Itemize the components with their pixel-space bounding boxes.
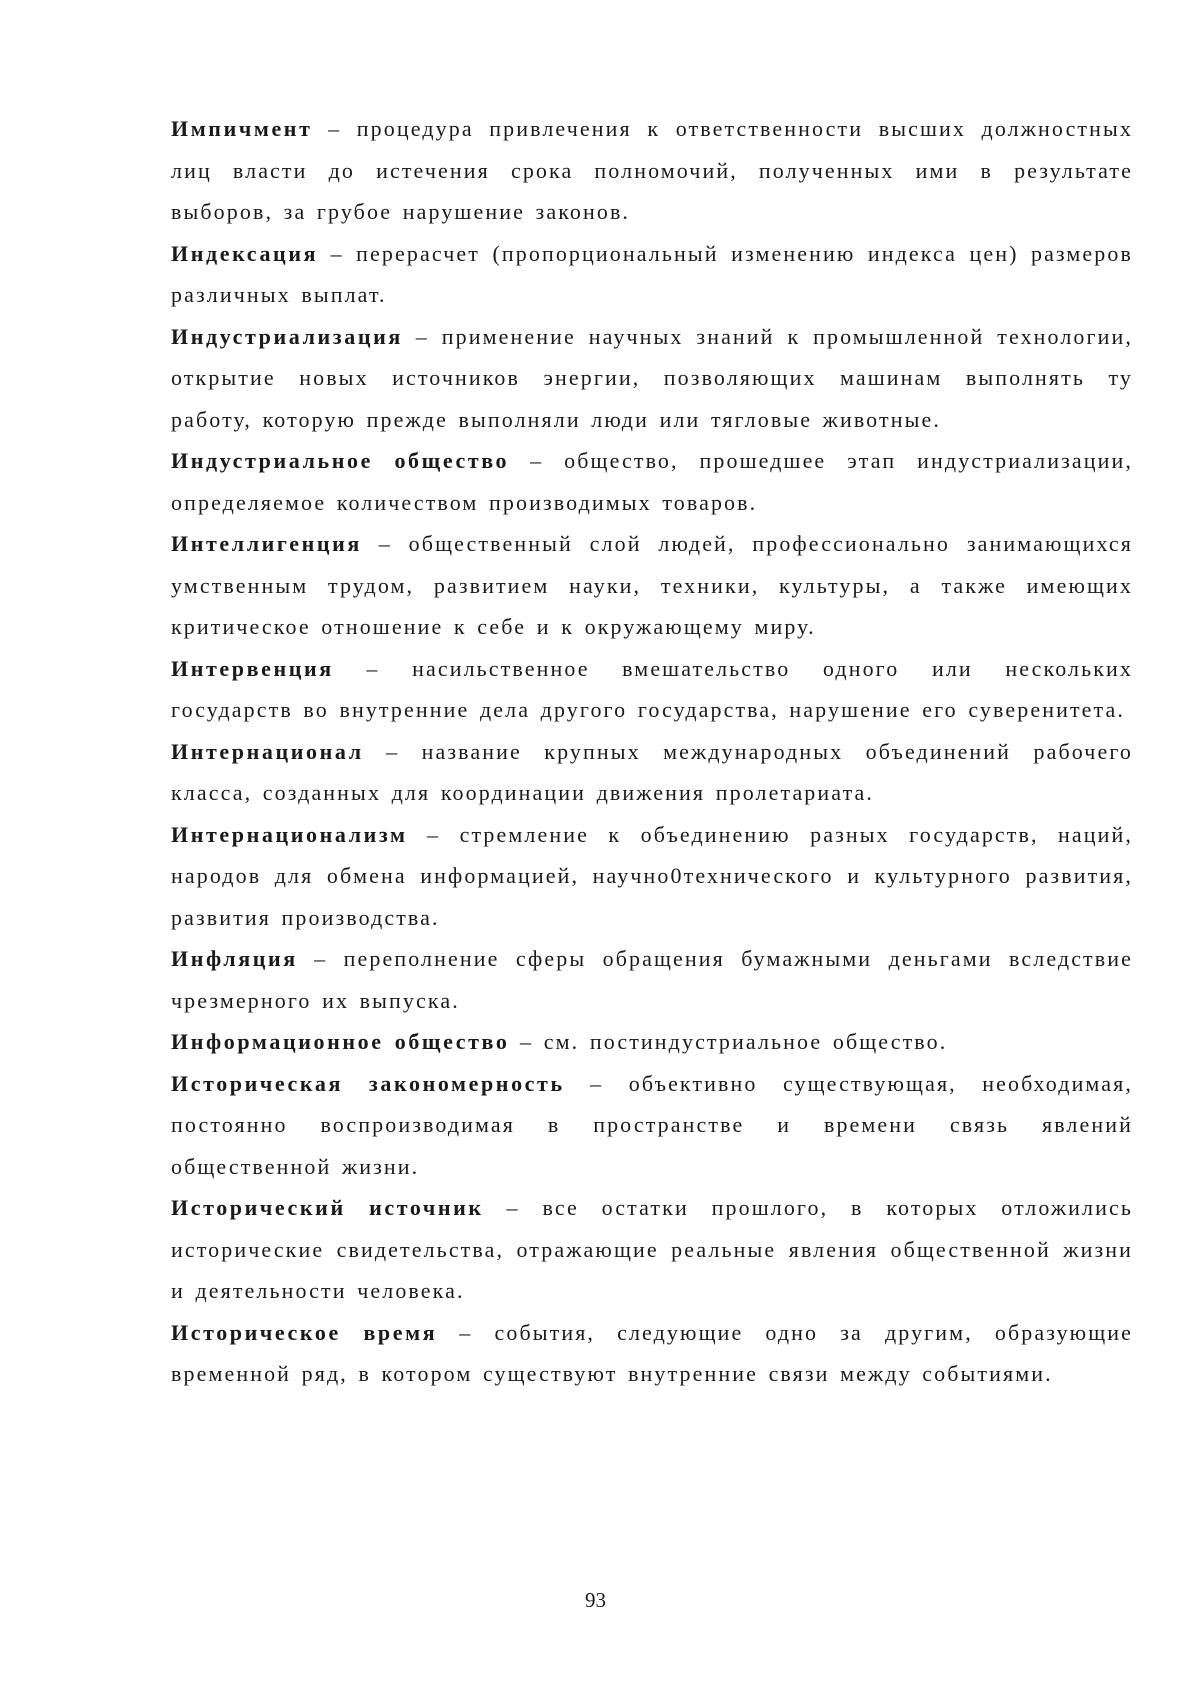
glossary-page	[171, 108, 1133, 1395]
glossary-entry	[171, 1312, 1133, 1395]
entry-term: Историческое время	[171, 1319, 438, 1345]
entry-definition: – переполнение сферы обращения бумажными деньгами вследствие чрезмерного их выпуска.	[171, 946, 1133, 1013]
entry-term: Интернационализм	[171, 821, 408, 847]
glossary-entry	[171, 523, 1133, 648]
glossary-entry	[171, 233, 1133, 316]
entry-term: Исторический источник	[171, 1195, 484, 1220]
entry-term: Индексация	[171, 240, 319, 266]
entry-term: Интернационал	[171, 738, 364, 764]
glossary-entry	[171, 814, 1133, 939]
entry-definition: – насильственное вмешательство одного или нескольких государств во внутренние дела другого государства, нарушение его суверенитета.	[171, 655, 1133, 722]
glossary-entry	[171, 1187, 1133, 1312]
entry-definition: – см. постиндустриальное общество.	[509, 1029, 948, 1054]
entry-definition: – перерасчет (пропорциональный изменению индекса цен) размеров различных выплат.	[171, 240, 1133, 307]
entry-term: Индустриальное общество	[171, 448, 510, 473]
entry-term: Импичмент	[171, 116, 313, 141]
page-number: 93	[585, 1588, 606, 1612]
entry-definition: – название крупных международных объединений рабочего класса, созданных для координации движения пролетариата.	[171, 738, 1133, 805]
glossary-entry	[171, 108, 1133, 233]
entry-term: Инфляция	[171, 946, 298, 971]
entry-definition: – процедура привлечения к ответственности высших должностных лиц власти до истечения срока полномочий, полученных ими в результате выборов, за грубое нарушение законов.	[171, 116, 1133, 224]
glossary-entry	[171, 1021, 1133, 1063]
glossary-entry	[171, 648, 1133, 731]
entry-definition: – общество, прошедшее этап индустриализации, определяемое количеством производимых товаров.	[171, 448, 1133, 515]
glossary-entry	[171, 316, 1133, 441]
glossary-entry	[171, 938, 1133, 1021]
entry-term: Индустриализация	[171, 323, 403, 349]
entry-definition: – общественный слой людей, профессионально занимающихся умственным трудом, развитием науки, техники, культуры, а также имеющих критическое отношение к себе и к окружающему миру.	[171, 531, 1133, 639]
glossary-entry	[171, 440, 1133, 523]
entry-term: Историческая закономерность	[171, 1070, 565, 1096]
entry-definition: – события, следующие одно за другим, образующие временной ряд, в котором существуют внутренние связи между событиями.	[171, 1319, 1133, 1386]
glossary-entry	[171, 731, 1133, 814]
entry-term: Интервенция	[171, 655, 334, 681]
entry-definition: – применение научных знаний к промышленной технологии, открытие новых источников энергии, позволяющих машинам выполнять ту работу, которую прежде выполняли люди или тягловые животные.	[171, 323, 1133, 432]
entry-definition: – все остатки прошлого, в которых отложились исторические свидетельства, отражающие реальные явления общественной жизни и деятельности человека.	[171, 1195, 1133, 1303]
entry-term: Информационное общество	[171, 1029, 510, 1054]
entry-definition: – стремление к объединению разных государств, наций, народов для обмена информацией, научно0технического и культурного развития, развития производства.	[171, 821, 1133, 930]
entry-definition: – объективно существующая, необходимая, постоянно воспроизводимая в пространстве и времени связь явлений общественной жизни.	[171, 1070, 1133, 1179]
entry-term: Интеллигенция	[171, 531, 362, 556]
glossary-entry	[171, 1063, 1133, 1188]
